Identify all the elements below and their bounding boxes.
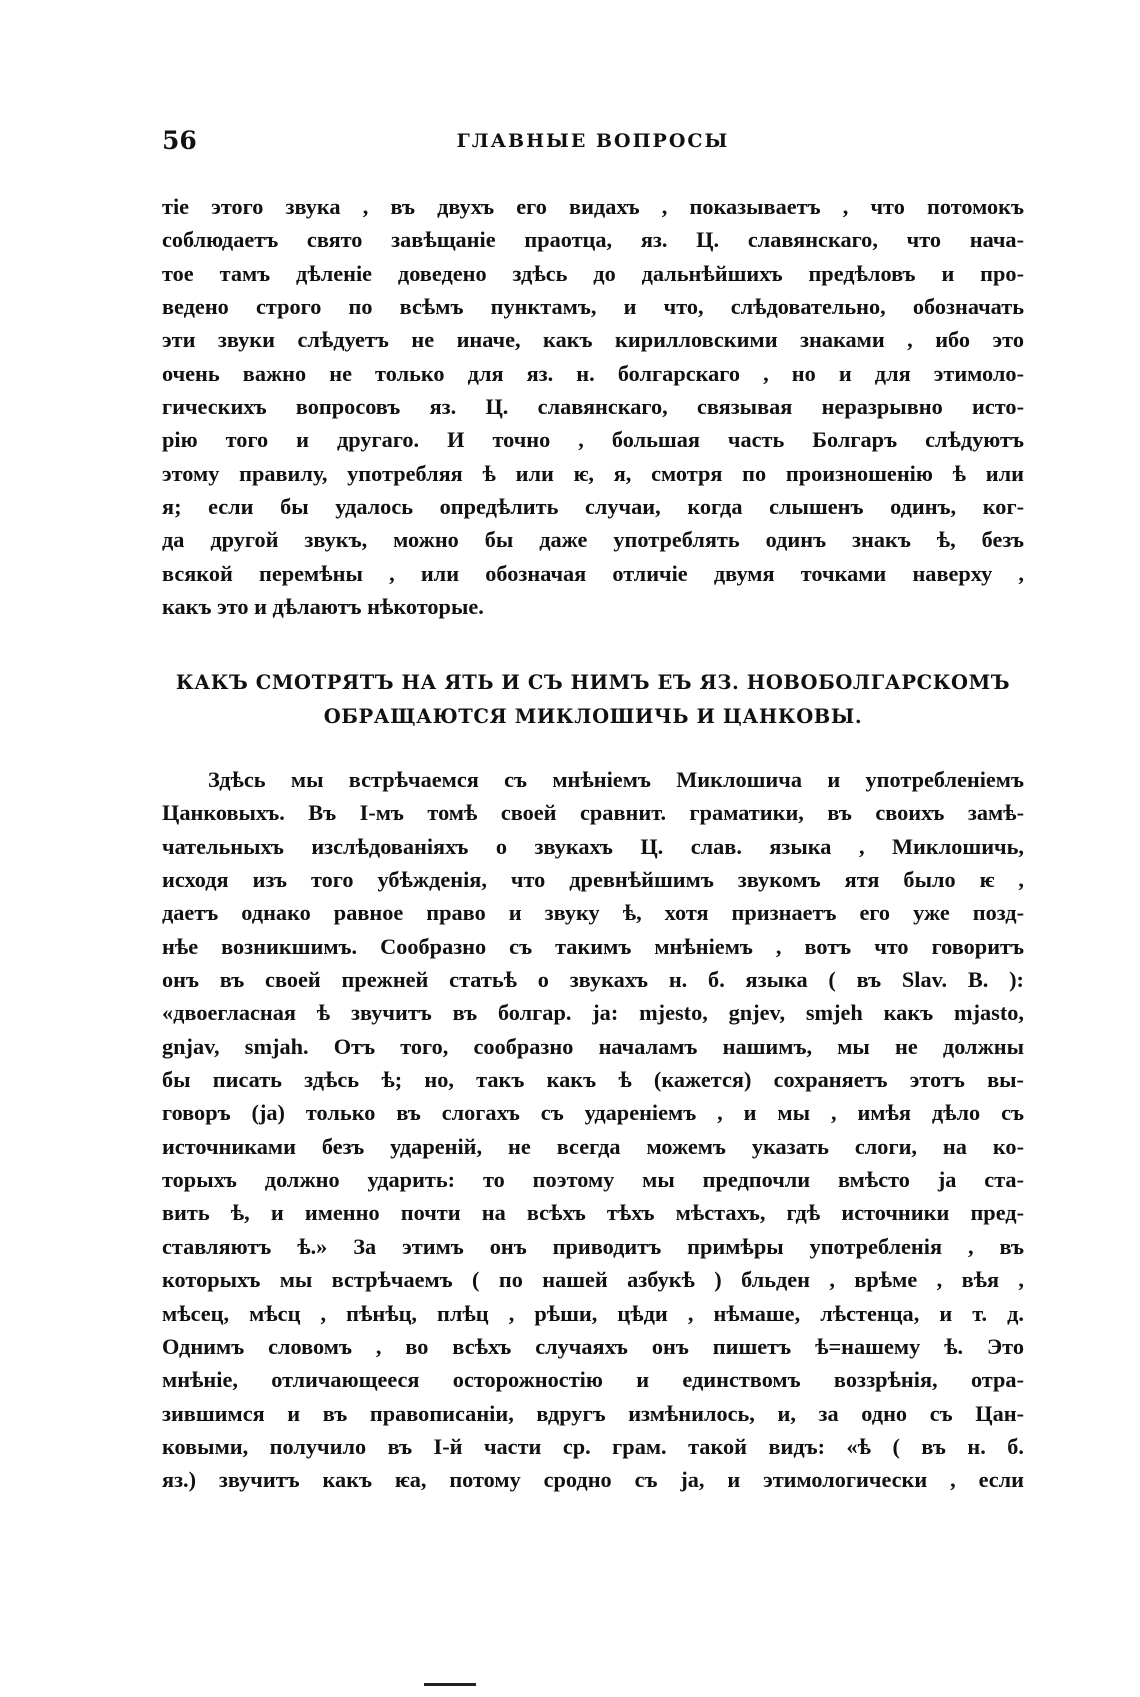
- footer-rule: [424, 1683, 476, 1686]
- text-line: мѣсец, мѣсц , пѣнѣц, плѣц , рѣши, цѣди , нѣмаше, лѣстенца, и т. д.: [162, 1300, 1024, 1326]
- text-line: тое тамъ дѣленіе доведено здѣсь до дальнѣйшихъ предѣловъ и про-: [162, 260, 1024, 286]
- paragraph-1: [162, 190, 1024, 623]
- text-line: зившимся и въ правописаніи, вдругъ измѣнилось, и, за одно съ Цан-: [162, 1400, 1024, 1426]
- text-line: вить ѣ, и именно почти на всѣхъ тѣхъ мѣстахъ, гдѣ источники пред-: [162, 1200, 1024, 1226]
- paragraph-2: [162, 763, 1024, 1497]
- running-title: ГЛАВНЫЕ ВОПРОСЫ: [456, 130, 730, 152]
- text-line: соблюдаетъ свято завѣщаніе праотца, яз. Ц. славянскаго, что нача-: [162, 227, 1024, 253]
- text-line: «двоегласная ѣ звучитъ въ болгар. ja: mjesto, gnjev, smjeh какъ mjasto,: [162, 1000, 1024, 1026]
- text-line: всякой перемѣны , или обозначая отличіе двумя точками наверху ,: [162, 560, 1024, 586]
- page-number: 56: [162, 126, 197, 155]
- text-line: да другой звукъ, можно бы даже употреблять одинъ знакъ ѣ, безъ: [162, 527, 1024, 553]
- text-line: ковыми, получило въ I-й части ср. грам. такой видъ: «ѣ ( въ н. б.: [162, 1433, 1024, 1459]
- text-line: Однимъ словомъ , во всѣхъ случаяхъ онъ пишетъ ѣ=нашему ѣ. Это: [162, 1333, 1024, 1359]
- text-line: мнѣніе, отличающееся осторожностію и единствомъ воззрѣнія, отра-: [162, 1367, 1024, 1393]
- text-line: нѣе возникшимъ. Сообразно съ такимъ мнѣніемъ , вотъ что говоритъ: [162, 933, 1024, 959]
- text-line: какъ это и дѣлаютъ нѣкоторые.: [162, 594, 484, 620]
- text-line: тіе этого звука , въ двухъ его видахъ , показываетъ , что потомокъ: [162, 194, 1024, 219]
- section-heading-line: КАКЪ СМОТРЯТЪ НА ЯТЬ И СЪ НИМЪ ЕЪ ЯЗ. НОВОБОЛГАРСКОМЪ: [175, 671, 1011, 694]
- text-line: этому правилу, употребляя ѣ или ѥ, я, смотря по произношенію ѣ или: [162, 460, 1024, 486]
- text-line: онъ въ своей прежней статьѣ о звукахъ н. б. языка ( въ Slav. B. ):: [162, 967, 1024, 993]
- text-line: я; если бы удалось опредѣлить случаи, когда слышенъ одинъ, ког-: [162, 494, 1024, 520]
- text-line: источниками безъ удареній, не всегда можемъ указать слоги, на ко-: [162, 1133, 1024, 1159]
- text-line: Здѣсь мы встрѣчаемся съ мнѣніемъ Миклошича и употребленіемъ: [208, 767, 1024, 792]
- text-line: рію того и другаго. И точно , большая часть Болгаръ слѣдуютъ: [162, 427, 1024, 453]
- text-line: бы писать здѣсь ѣ; но, такъ какъ ѣ (кажется) сохраняетъ этотъ вы-: [162, 1067, 1024, 1093]
- text-line: гическихъ вопросовъ яз. Ц. славянскаго, связывая неразрывно исто-: [162, 394, 1024, 420]
- text-line: Цанковыхъ. Въ I-мъ томѣ своей сравнит. граматики, въ своихъ замѣ-: [162, 800, 1024, 826]
- text-line: ведено строго по всѣмъ пунктамъ, и что, слѣдовательно, обозначать: [162, 294, 1024, 320]
- text-line: которыхъ мы встрѣчаемъ ( по нашей азбукѣ ) бльден , врѣме , вѣя ,: [162, 1267, 1024, 1293]
- text-line: чательныхъ изслѣдованіяхъ о звукахъ Ц. слав. языка , Миклошичь,: [162, 833, 1024, 859]
- text-line: торыхъ должно ударить: то поэтому мы предпочли вмѣсто ja ста-: [162, 1167, 1024, 1193]
- section-heading-line: ОБРАЩАЮТСЯ МИКЛОШИЧЬ И ЦАНКОВЫ.: [323, 705, 863, 728]
- text-line: говоръ (ja) только въ слогахъ съ удареніемъ , и мы , имѣя дѣло съ: [162, 1100, 1024, 1126]
- text-line: исходя изъ того убѣжденія, что древнѣйшимъ звукомъ ятя было ѥ ,: [162, 867, 1024, 893]
- text-line: даетъ однако равное право и звуку ѣ, хотя признаетъ его уже позд-: [162, 900, 1024, 926]
- text-line: эти звуки слѣдуетъ не иначе, какъ кирилловскими знаками , ибо это: [162, 327, 1024, 353]
- text-line: яз.) звучитъ какъ ѥа, потому сродно съ ja, и этимологически , если: [162, 1467, 1024, 1493]
- section-heading: [162, 666, 1024, 734]
- running-head: [162, 126, 1024, 162]
- text-line: gnjav, smjah. Отъ того, сообразно началамъ нашимъ, мы не должны: [162, 1033, 1024, 1059]
- text-line: ставляютъ ѣ.» За этимъ онъ приводитъ примѣры употребленія , въ: [162, 1233, 1024, 1259]
- text-line: очень важно не только для яз. н. болгарскаго , но и для этимоло-: [162, 360, 1024, 386]
